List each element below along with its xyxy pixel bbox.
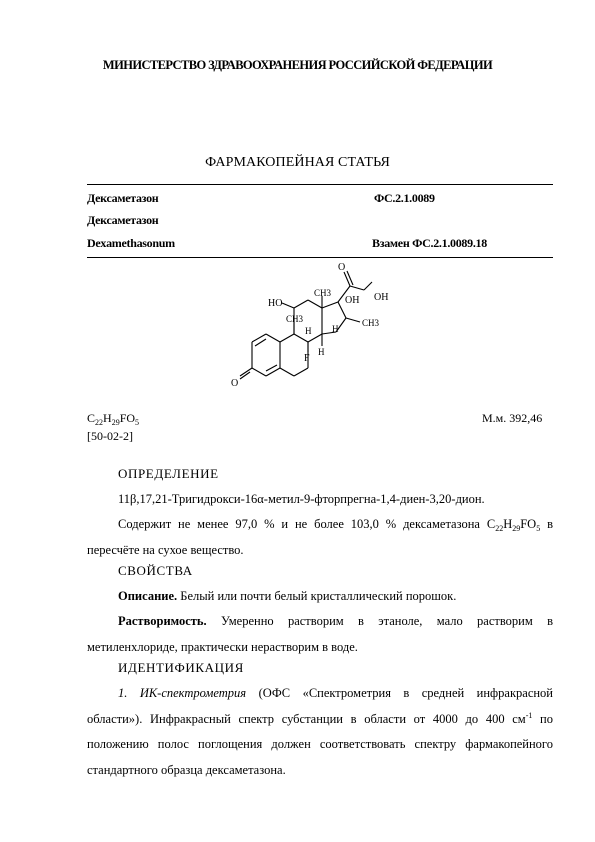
document-type-title: ФАРМАКОПЕЙНАЯ СТАТЬЯ [205,155,390,170]
bond-double [255,339,266,346]
ho-label: HO [268,298,283,309]
h-8-label: H [332,324,339,334]
bond [252,368,266,376]
bond-c16-methyl [346,318,360,322]
name-latin: Dexamethasonum [87,236,175,250]
replaces-code: Взамен ФС.2.1.0089.18 [372,236,487,250]
bond [322,302,338,308]
cas-number: [50-02-2] [87,429,133,443]
molecular-weight: М.м. 392,46 [482,411,543,425]
bond [280,368,294,376]
ch3-16-label: CH3 [362,318,380,328]
bond [308,300,322,308]
section-definition-title: ОПРЕДЕЛЕНИЕ [118,466,219,481]
content-text: Содержит не менее 97,0 % и не более 103,0 % дексаметазона $C_{22}H_{29}FO_5$ в пересчёте на сухое вещество. [87,517,553,557]
ch3-ring-label: CH3 [286,314,304,324]
o-ketone-label: O [338,262,346,273]
bond-c20-o [344,272,350,286]
bond-c21 [350,286,364,290]
h-14-label: H [318,347,325,357]
section-identification-title: ИДЕНТИФИКАЦИЯ [118,660,244,675]
molecular-formula: $C_{22}H_{29}FO_5$ [87,411,140,427]
f-label: F [304,353,310,364]
header-top-rule [87,184,553,185]
monograph-code: ФС.2.1.0089 [374,191,435,205]
bond [280,334,294,342]
description-text: Описание. Белый или почти белый кристаллический порошок. [118,589,457,603]
name-ru-1: Дексаметазон [87,191,159,205]
o-ring-label: O [231,378,239,389]
bond [294,300,308,308]
structural-formula [225,262,425,410]
bond-oh-11 [282,303,294,308]
ch3-top-label: CH3 [314,288,332,298]
ir-text: 1. ИК-спектрометрия (ОФС «Спектрометрия в средней инфракрасной области»). Инфракрасный спектр субстанции в области от 4000 до 400 $см^{-1}$ по положению полос поглощения должен соответствовать спектру фармакопейного стандартного образца дексаметазона. [87,686,553,777]
oh-17-label: OH [345,295,360,306]
solubility-text: Растворимость. Умеренно растворим в этаноле, мало растворим в метиленхлориде, практически нерастворим в воде. [87,614,553,654]
bond [266,368,280,376]
bond [266,334,280,342]
bond-c20-o [347,271,353,285]
section-properties-title: СВОЙСТВА [118,563,193,578]
bond [294,368,308,376]
h-9-label: H [305,326,312,336]
header-bottom-rule [87,257,553,258]
bond-c21-oh [364,282,372,290]
ministry-title: МИНИСТЕРСТВО ЗДРАВООХРАНЕНИЯ РОССИЙСКОЙ ФЕДЕРАЦИИ [102,58,493,72]
definition-text: 11β,17,21-Тригидрокси-16α-метил-9-фторпрегна-1,4-диен-3,20-дион. [118,492,485,506]
oh-side-label: OH [374,292,389,303]
name-ru-2: Дексаметазон [87,213,159,227]
